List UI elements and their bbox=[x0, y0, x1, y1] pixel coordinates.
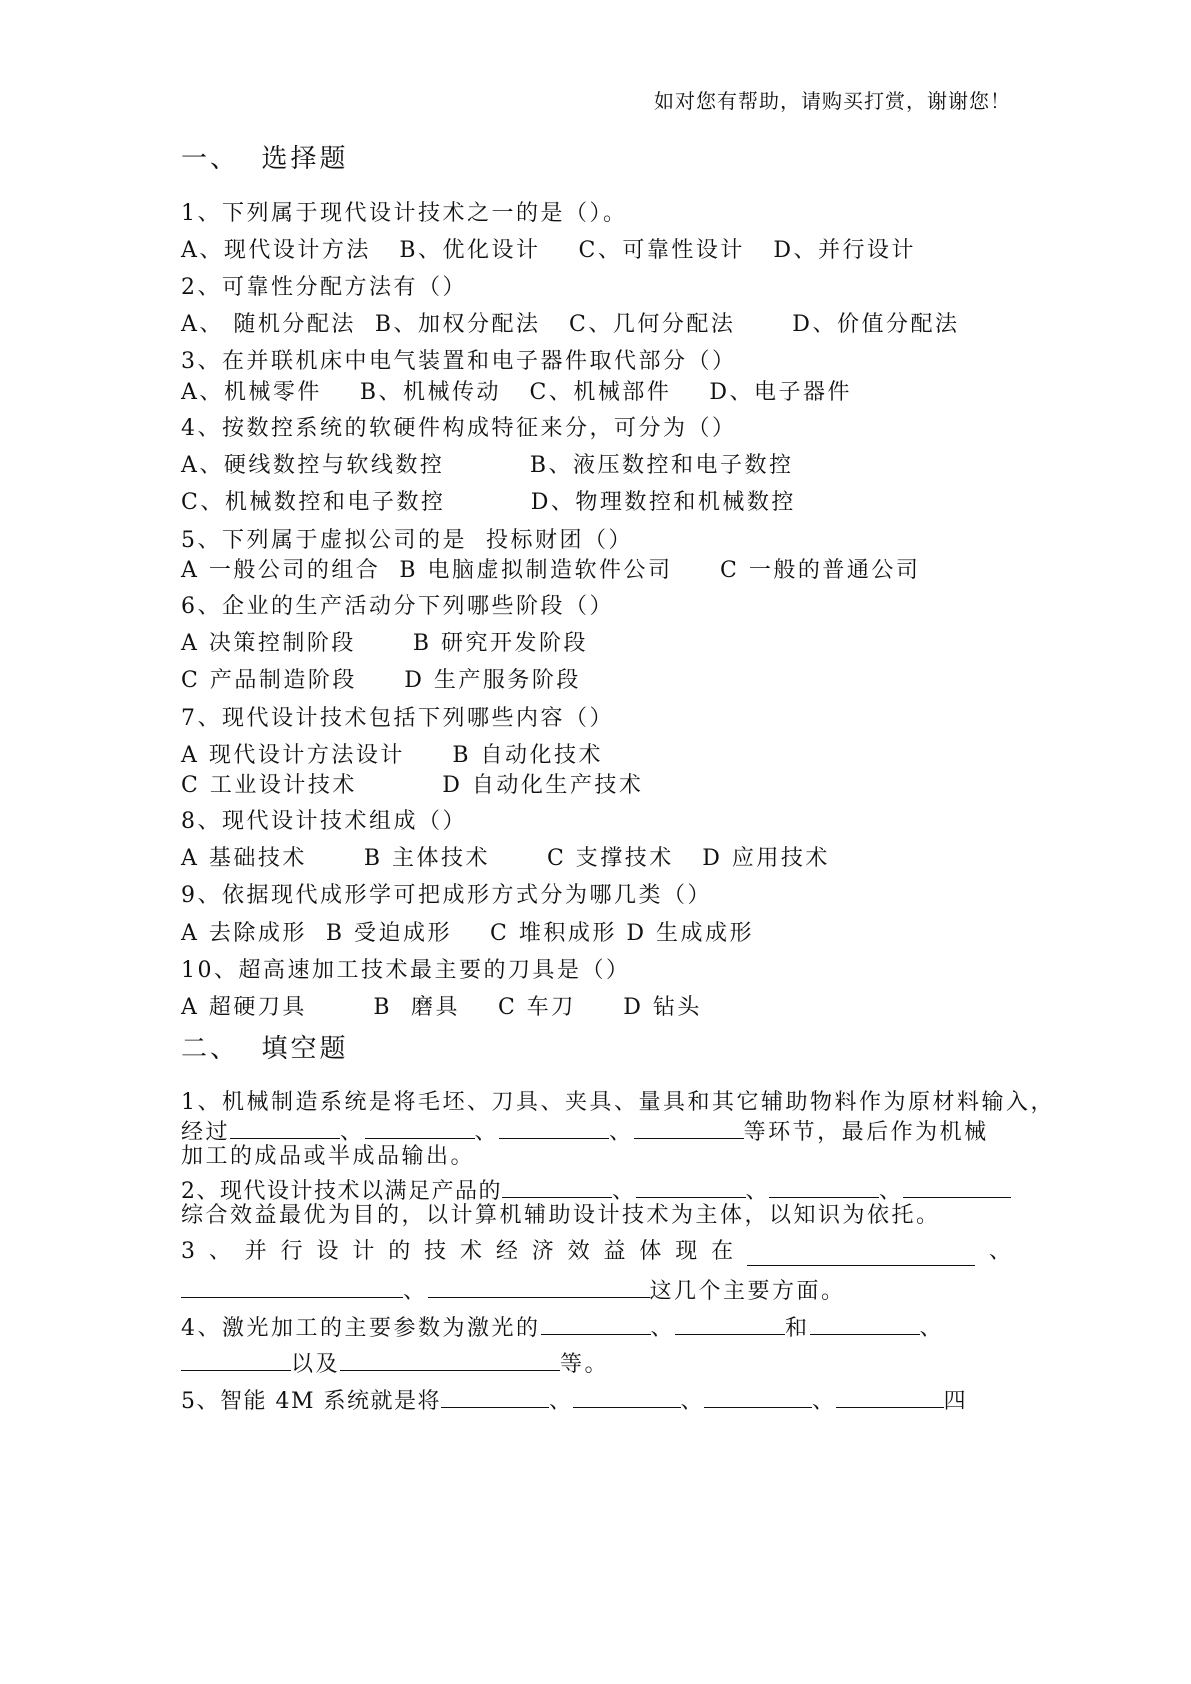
separator: 、 bbox=[745, 1179, 770, 1204]
fill-2-line-2: 综合效益最优为目的，以计算机辅助设计技术为主体，以知识为依托。 bbox=[181, 1203, 941, 1228]
fill-5-suffix: 四 bbox=[943, 1389, 968, 1414]
fill-2-blank-1[interactable] bbox=[502, 1175, 612, 1198]
question-4-options-1: A、硬线数控与软线数控 B、液压数控和电子数控 bbox=[181, 453, 794, 478]
fill-3-blank-2[interactable] bbox=[181, 1275, 403, 1298]
fill-2-prefix: 2、现代设计技术以满足产品的 bbox=[181, 1179, 502, 1204]
fill-3-char: 益 bbox=[603, 1239, 626, 1264]
fill-4-blank-4[interactable] bbox=[181, 1348, 291, 1371]
fill-4-suffix: 等。 bbox=[560, 1352, 610, 1377]
fill-5-blank-3[interactable] bbox=[704, 1385, 812, 1408]
fill-1-suffix: 等环节，最后作为机械 bbox=[743, 1120, 989, 1145]
separator: 、 bbox=[549, 1389, 573, 1414]
question-7: 7、现代设计技术包括下列哪些内容（） bbox=[181, 706, 614, 731]
separator: 、 bbox=[340, 1120, 365, 1145]
question-3: 3、在并联机床中电气装置和电子器件取代部分（） bbox=[181, 349, 737, 374]
fill-3-char: 3 bbox=[181, 1239, 195, 1264]
question-6: 6、企业的生产活动分下列哪些阶段（） bbox=[181, 594, 614, 619]
fill-1-blank-3[interactable] bbox=[499, 1116, 609, 1139]
fill-1-prefix: 经过 bbox=[181, 1120, 231, 1145]
fill-4-yiji: 以及 bbox=[291, 1352, 341, 1377]
question-3-options: A、机械零件 B、机械传动 C、机械部件 D、电子器件 bbox=[181, 380, 852, 405]
separator: 、 bbox=[650, 1316, 676, 1341]
fill-1-line-3: 加工的成品或半成品输出。 bbox=[181, 1144, 476, 1169]
section-title-fill: 二、 填空题 bbox=[181, 1034, 349, 1064]
fill-3-char: 的 bbox=[388, 1239, 411, 1264]
question-1: 1、下列属于现代设计技术之一的是（）。 bbox=[181, 201, 628, 226]
fill-3-char: 行 bbox=[280, 1239, 303, 1264]
separator: 、 bbox=[919, 1316, 945, 1341]
question-8: 8、现代设计技术组成（） bbox=[181, 809, 467, 834]
question-4: 4、按数控系统的软硬件构成特征来分，可分为（） bbox=[181, 416, 737, 441]
fill-3-char: 技 bbox=[424, 1239, 447, 1264]
question-1-options: A、现代设计方法 B、优化设计 C、可靠性设计 D、并行设计 bbox=[181, 238, 916, 263]
fill-4-line-2 bbox=[181, 1348, 609, 1379]
question-8-options: A 基础技术 B 主体技术 C 支撑技术 D 应用技术 bbox=[181, 846, 830, 871]
separator: 、 bbox=[879, 1179, 903, 1204]
fill-5-prefix: 5、智能 4M 系统就是将 bbox=[181, 1389, 442, 1414]
question-9-options: A 去除成形 B 受迫成形 C 堆积成形 D 生成成形 bbox=[181, 921, 754, 946]
fill-5-line-1 bbox=[181, 1385, 967, 1416]
fill-4-blank-2[interactable] bbox=[675, 1312, 785, 1335]
fill-4-blank-1[interactable] bbox=[541, 1312, 651, 1335]
separator: 、 bbox=[612, 1179, 636, 1204]
fill-3-blank-1[interactable] bbox=[747, 1243, 975, 1266]
question-6-options-2: C 产品制造阶段 D 生产服务阶段 bbox=[181, 668, 581, 693]
fill-3-char: 、 bbox=[208, 1239, 231, 1264]
question-10-options: A 超硬刀具 B 磨具 C 车刀 D 钻头 bbox=[181, 995, 702, 1020]
fill-4-prefix: 4、激光加工的主要参数为激光的 bbox=[181, 1316, 541, 1341]
fill-3-char: 现 bbox=[675, 1239, 698, 1264]
fill-2-blank-3[interactable] bbox=[769, 1175, 879, 1198]
fill-3-char: 术 bbox=[459, 1239, 482, 1264]
fill-5-blank-4[interactable] bbox=[836, 1385, 944, 1408]
fill-3-line-1 bbox=[181, 1238, 1011, 1266]
question-5: 5、下列属于虚拟公司的是 投标财团（） bbox=[181, 528, 633, 553]
question-2-options: A、 随机分配法 B、加权分配法 C、几何分配法 D、价值分配法 bbox=[181, 312, 960, 337]
fill-4-and: 和 bbox=[785, 1316, 810, 1341]
fill-3-char: 设 bbox=[316, 1239, 339, 1264]
separator: 、 bbox=[812, 1389, 836, 1414]
question-7-options-1: A 现代设计方法设计 B 自动化技术 bbox=[181, 743, 604, 768]
fill-1-blank-4[interactable] bbox=[634, 1116, 744, 1139]
fill-5-blank-1[interactable] bbox=[441, 1385, 549, 1408]
separator: 、 bbox=[680, 1389, 705, 1414]
fill-3-char: 并 bbox=[244, 1239, 267, 1264]
fill-3-blank-3[interactable] bbox=[428, 1275, 650, 1298]
separator: 、 bbox=[609, 1120, 634, 1145]
fill-2-blank-4[interactable] bbox=[903, 1175, 1011, 1198]
fill-3-char: 体 bbox=[639, 1239, 662, 1264]
question-2: 2、可靠性分配方法有（） bbox=[181, 275, 467, 300]
question-7-options-2: C 工业设计技术 D 自动化生产技术 bbox=[181, 773, 644, 798]
fill-3-suffix: 这几个主要方面。 bbox=[649, 1279, 846, 1304]
separator: 、 bbox=[403, 1279, 428, 1304]
header-note: 如对您有帮助，请购买打赏，谢谢您！ bbox=[654, 89, 1011, 113]
fill-4-blank-5[interactable] bbox=[340, 1348, 560, 1371]
section-title-choice: 一、 选择题 bbox=[181, 144, 349, 174]
fill-3-char: 在 bbox=[711, 1239, 734, 1264]
fill-3-char: 经 bbox=[495, 1239, 518, 1264]
separator: 、 bbox=[988, 1239, 1011, 1264]
fill-2-blank-2[interactable] bbox=[636, 1175, 746, 1198]
question-9: 9、依据现代成形学可把成形方式分为哪几类（） bbox=[181, 883, 712, 908]
question-4-options-2: C、机械数控和电子数控 D、物理数控和机械数控 bbox=[181, 490, 796, 515]
fill-4-line-1 bbox=[181, 1312, 944, 1343]
question-5-options: A 一般公司的组合 B 电脑虚拟制造软件公司 C 一般的普通公司 bbox=[181, 558, 921, 583]
fill-3-char: 济 bbox=[531, 1239, 554, 1264]
fill-3-char: 效 bbox=[567, 1239, 590, 1264]
question-10: 10、超高速加工技术最主要的刀具是（） bbox=[181, 958, 631, 983]
fill-4-blank-3[interactable] bbox=[810, 1312, 920, 1335]
fill-3-char: 计 bbox=[352, 1239, 375, 1264]
separator: 、 bbox=[474, 1120, 500, 1145]
fill-3-line-2 bbox=[181, 1275, 846, 1306]
fill-1-line-1: 1、机械制造系统是将毛坯、刀具、夹具、量具和其它辅助物料作为原材料输入， bbox=[181, 1090, 1055, 1115]
fill-1-blank-2[interactable] bbox=[365, 1116, 475, 1139]
question-6-options-1: A 决策控制阶段 B 研究开发阶段 bbox=[181, 631, 589, 656]
fill-5-blank-2[interactable] bbox=[573, 1385, 681, 1408]
fill-1-blank-1[interactable] bbox=[230, 1116, 340, 1139]
